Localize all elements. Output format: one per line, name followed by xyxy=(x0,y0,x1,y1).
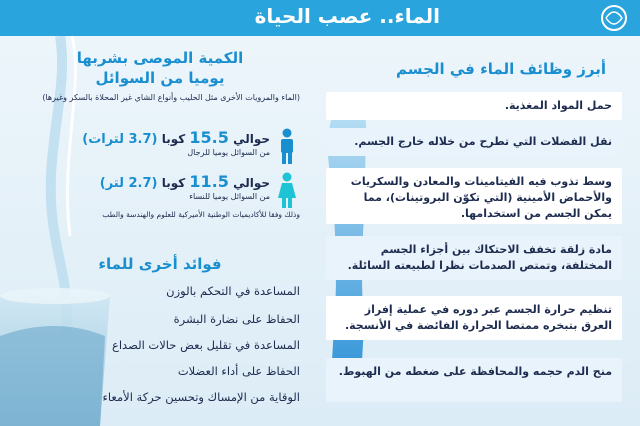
benefit-item: المساعدة في تقليل بعض حالات الصداع xyxy=(112,338,300,352)
women-cups: 11.5 xyxy=(189,172,229,191)
men-stat xyxy=(16,128,300,168)
benefit-item: الحفاظ على أداء العضلات xyxy=(177,364,300,378)
women-prefix: حوالي xyxy=(233,176,270,190)
header-bar xyxy=(0,0,640,36)
men-sub: من السوائل يوميا للرجال xyxy=(187,148,270,157)
women-sub: من السوائل يوميا للنساء xyxy=(189,192,270,201)
recommended-heading xyxy=(20,48,300,88)
men-cups: 15.5 xyxy=(189,128,229,147)
function-item: حمل المواد المغذية. xyxy=(326,92,622,120)
benefit-item: الحفاظ على نضارة البشرة xyxy=(173,312,300,326)
men-unit: كوبا xyxy=(161,132,186,146)
recommended-heading-line1: الكمية الموصى بشربها xyxy=(76,49,244,67)
men-liters: (3.7 لترات) xyxy=(82,132,158,147)
male-icon xyxy=(276,128,298,164)
women-amount xyxy=(100,172,270,191)
function-item: منح الدم حجمه والمحافظة على ضغطه من الهبوط. xyxy=(326,358,622,402)
female-icon xyxy=(276,172,298,208)
men-amount xyxy=(82,128,270,147)
women-stat xyxy=(16,172,300,212)
benefits-heading: فوائد أخرى للماء xyxy=(98,255,222,273)
function-item: مادة زلقة تخفف الاحتكاك بين أجزاء الجسم المختلفة، وتمتص الصدمات نظرا لطبيعته السائلة. xyxy=(326,236,622,280)
fluids-note: (الماء والمرويات الأخرى مثل الحليب وأنواع الشاي غير المحلاة بالسكر وغيرها) xyxy=(42,93,300,102)
women-liters: (2.7 لتر) xyxy=(99,176,158,191)
benefit-item: المساعدة في التحكم بالوزن xyxy=(166,284,300,298)
benefit-item: الوقاية من الإمساك وتحسين حركة الأمعاء xyxy=(102,390,300,404)
women-unit: كوبا xyxy=(161,176,186,190)
source-note: وذلك وفقا للأكاديميات الوطنية الأميركية للعلوم والهندسة والطب xyxy=(102,210,300,219)
page-title: الماء.. عصب الحياة xyxy=(254,4,440,28)
function-item: تنظيم حرارة الجسم عبر دوره في عملية إفراز العرق بتبخره ممتصا الحرارة الفائضة في الأنسجة. xyxy=(326,296,622,340)
functions-heading: أبرز وظائف الماء في الجسم xyxy=(396,60,606,78)
function-item: نقل الفضلات التي تطرح من خلاله خارج الجسم. xyxy=(326,128,622,156)
recommended-heading-line2: يوميا من السوائل xyxy=(95,69,225,87)
men-prefix: حوالي xyxy=(233,132,270,146)
aljazeera-logo xyxy=(594,2,634,34)
function-item: وسط تذوب فيه الفيتامينات والمعادن والسكريات والأحماض الأمينية (التي تكوّن البروتينات)، مما يمكن الجسم من استخدامها. xyxy=(326,168,622,224)
